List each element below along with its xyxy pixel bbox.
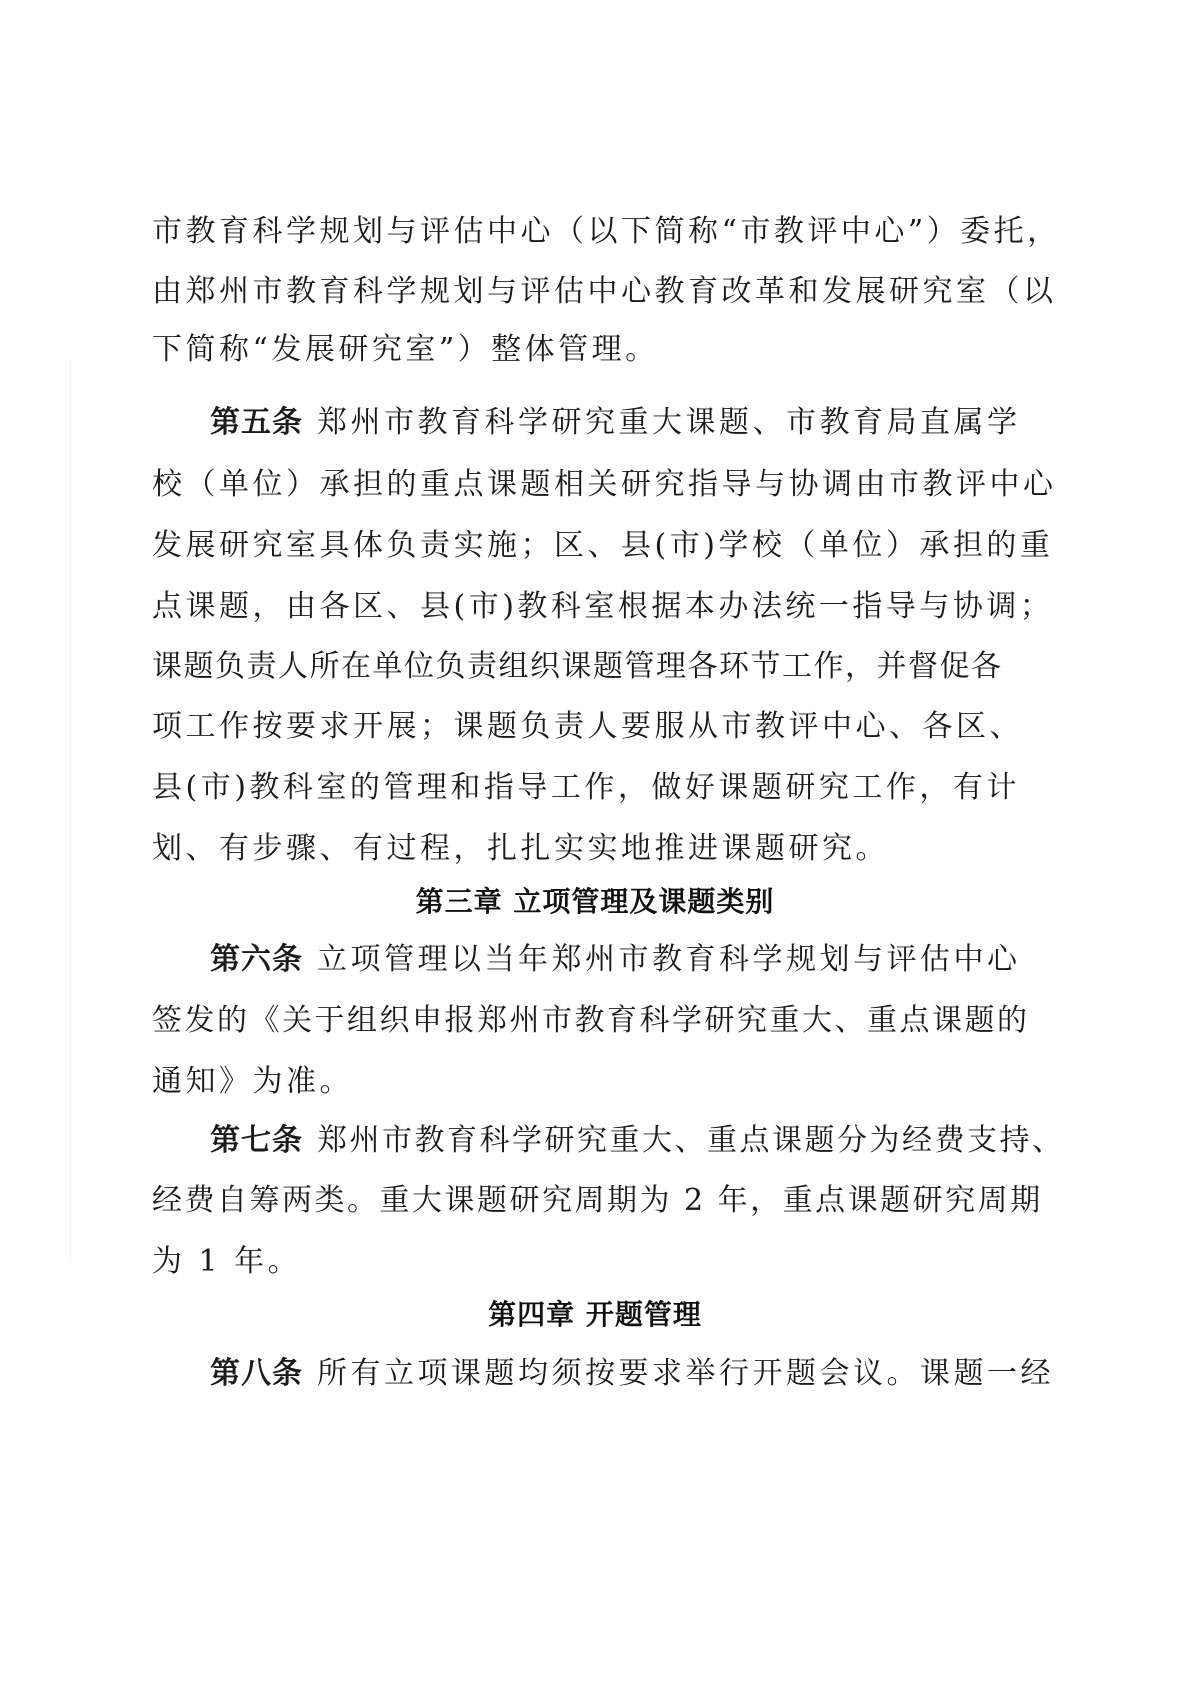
chapter4-heading: 第四章 开题管理 (488, 1298, 702, 1331)
article6-text-1: 立项管理以当年郑州市教育科学规划与评估中心 (317, 942, 1021, 977)
article5-line-7: 县(市)教科室的管理和指导工作，做好课题研究工作，有计 (152, 770, 1020, 805)
article5-line-8: 划、有步骤、有过程，扎扎实实地推进课题研究。 (152, 831, 889, 866)
continuation-line-2: 由郑州市教育科学规划与评估中心教育改革和发展研究室（以 (152, 274, 1057, 309)
article6-label: 第六条 (210, 942, 303, 977)
article5-line-5: 课题负责人所在单位负责组织课题管理各环节工作，并督促各 (152, 649, 1003, 684)
article7-line-2: 经费自筹两类。重大课题研究周期为 2 年，重点课题研究周期 (152, 1183, 1043, 1218)
article6-line-1 (210, 940, 1030, 980)
article7-text-1: 郑州市教育科学研究重大、重点课题分为经费支持、 (317, 1123, 1065, 1158)
article5-text-1: 郑州市教育科学研究重大课题、市教育局直属学 (317, 405, 1021, 440)
article8-line-1 (210, 1354, 1054, 1394)
article8-label: 第八条 (210, 1356, 303, 1391)
article5-line-1 (210, 403, 1030, 443)
scan-edge-mark (70, 360, 71, 1260)
article5-label: 第五条 (210, 405, 303, 440)
article5-line-6: 项工作按要求开展；课题负责人要服从市教评中心、各区、 (152, 709, 1023, 744)
chapter3-heading: 第三章 立项管理及课题类别 (415, 885, 775, 918)
article7-label: 第七条 (210, 1123, 303, 1158)
article5-line-3: 发展研究室具体负责实施；区、县(市)学校（单位）承担的重 (152, 528, 1054, 563)
continuation-line-3: 下简称“发展研究室”）整体管理。 (152, 332, 659, 367)
continuation-line-1: 市教育科学规划与评估中心（以下简称“市教评中心”）委托， (152, 214, 1061, 249)
article6-line-3: 通知》为准。 (152, 1064, 353, 1099)
article5-line-2: 校（单位）承担的重点课题相关研究指导与协调由市教评中心 (152, 467, 1057, 502)
article7-line-1 (210, 1121, 1065, 1161)
article5-line-4: 点课题，由各区、县(市)教科室根据本办法统一指导与协调； (152, 589, 1054, 624)
article7-line-3: 为 1 年。 (152, 1244, 302, 1279)
article8-text-1: 所有立项课题均须按要求举行开题会议。课题一经 (317, 1356, 1054, 1391)
article6-line-2: 签发的《关于组织申报郑州市教育科学研究重大、重点课题的 (152, 1003, 1030, 1038)
